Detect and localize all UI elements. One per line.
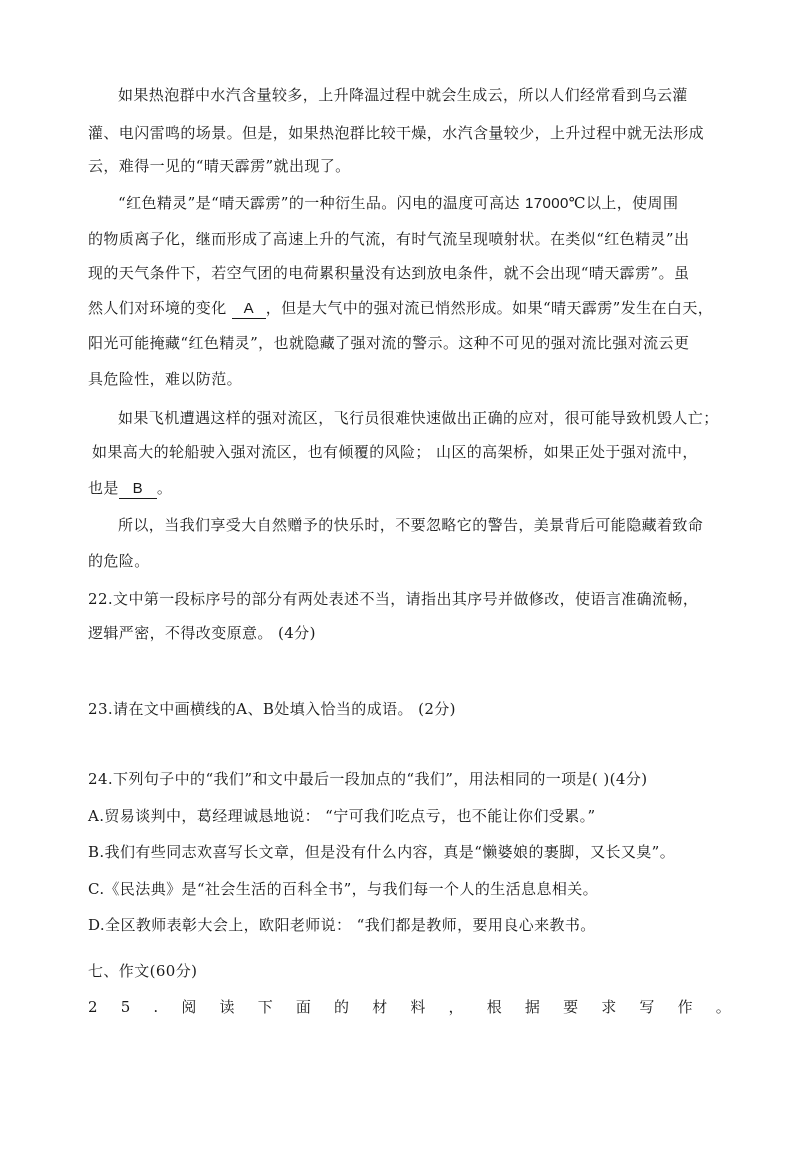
passage-p2-line4	[88, 297, 713, 319]
question-25-char: 阅	[181, 998, 197, 1016]
question-25-char: 5	[120, 998, 131, 1016]
blank-a: A	[232, 300, 266, 319]
passage-p2-temperature: 17000	[525, 195, 569, 212]
question-25-char: 作	[677, 998, 693, 1016]
question-25-char: 求	[601, 998, 617, 1016]
question-25-char: 要	[563, 998, 579, 1016]
passage-p4-line1: 所以，当我们享受大自然赠予的快乐时，不要忽略它的警告，美景背后可能隐藏着致命	[118, 516, 704, 534]
passage-p2-line3: 现的天气条件下，若空气团的电荷累积量没有达到放电条件，就不会出现“晴天霹雳”。虽	[88, 264, 690, 282]
question-24-option-d: D.全区教师表彰大会上，欧阳老师说： “我们都是教师，要用良心来教书。	[88, 916, 596, 934]
passage-p2-line4-text-a: 然人们对环境的变化	[88, 299, 232, 317]
passage-p3-line3	[88, 477, 172, 499]
passage-p2-line4-text-b: ，但是大气中的强对流已悄然形成。如果“晴天霹雳”发生在白天，	[265, 299, 714, 317]
question-25-char: 读	[219, 998, 235, 1016]
passage-p2-line1	[118, 192, 678, 215]
question-24-stem: 24.下列句子中的“我们”和文中最后一段加点的“我们”，用法相同的一项是( )(4分)	[88, 770, 648, 788]
passage-p1-line3: 云，难得一见的“晴天霹雳”就出现了。	[88, 157, 351, 175]
question-24-option-c: C.《民法典》是“社会生活的百科全书”，与我们每一个人的生活息息相关。	[88, 880, 599, 898]
question-25-char: 根	[486, 998, 502, 1016]
question-25-char: 面	[295, 998, 311, 1016]
question-22-line1: 22.文中第一段标序号的部分有两处表述不当，请指出其序号并做修改，使语言准确流畅，	[88, 590, 699, 608]
question-25-char: 材	[372, 998, 388, 1016]
passage-p3-line2: 如果高大的轮船驶入强对流区，也有倾覆的风险； 山区的高架桥，如果正处于强对流中，	[92, 443, 698, 461]
passage-p1-line2: 灌、电闪雷鸣的场景。但是，如果热泡群比较干燥，水汽含量较少，上升过程中就无法形成	[88, 124, 705, 142]
question-25-char: .	[153, 998, 159, 1016]
question-25-char: 料	[410, 998, 426, 1016]
passage-p2-line1-text-a: “红色精灵”是“晴天霹雳”的一种衍生品。闪电的温度可高达	[118, 194, 526, 212]
passage-p3-line1: 如果飞机遭遇这样的强对流区，飞行员很难快速做出正确的应对，很可能导致机毁人亡；	[118, 409, 719, 427]
question-25-char: 2	[88, 998, 98, 1016]
question-22-line2: 逻辑严密，不得改变原意。 (4分)	[88, 624, 316, 642]
question-25-char: 。	[715, 998, 731, 1016]
passage-p2-line1-text-c: ℃以上，使周围	[568, 194, 679, 212]
passage-p3-line3-text-b: 。	[156, 479, 173, 497]
section-7-heading: 七、作文(60分)	[88, 962, 198, 980]
question-25-char: 写	[639, 998, 655, 1016]
question-24-option-a: A.贸易谈判中，葛经理诚恳地说： “宁可我们吃点亏，也不能让你们受累。”	[88, 807, 596, 825]
blank-b: B	[119, 480, 157, 499]
question-25-char: 的	[334, 998, 350, 1016]
passage-p2-line2: 的物质离子化，继而形成了高速上升的气流，有时气流呈现喷射状。在类似“红色精灵”出	[88, 230, 690, 248]
question-25-char: 下	[257, 998, 273, 1016]
question-23: 23.请在文中画横线的A、B处填入恰当的成语。 (2分)	[88, 700, 456, 718]
passage-p2-line6: 具危险性，难以防范。	[88, 370, 243, 388]
passage-p3-line3-text-a: 也是	[88, 479, 119, 497]
question-24-option-b: B.我们有些同志欢喜写长文章，但是没有什么内容，真是“懒婆娘的裹脚，又长又臭”。	[88, 843, 676, 861]
passage-p2-line5: 阳光可能掩藏“红色精灵”，也就隐藏了强对流的警示。这种不可见的强对流比强对流云更	[88, 334, 690, 352]
question-25-char: 据	[524, 998, 540, 1016]
question-25-line	[88, 996, 731, 1018]
passage-p4-line2: 的危险。	[88, 552, 150, 570]
passage-p1-line1: 如果热泡群中水汽含量较多，上升降温过程中就会生成云，所以人们经常看到乌云灌	[118, 86, 688, 104]
question-25-char: ，	[448, 998, 464, 1016]
